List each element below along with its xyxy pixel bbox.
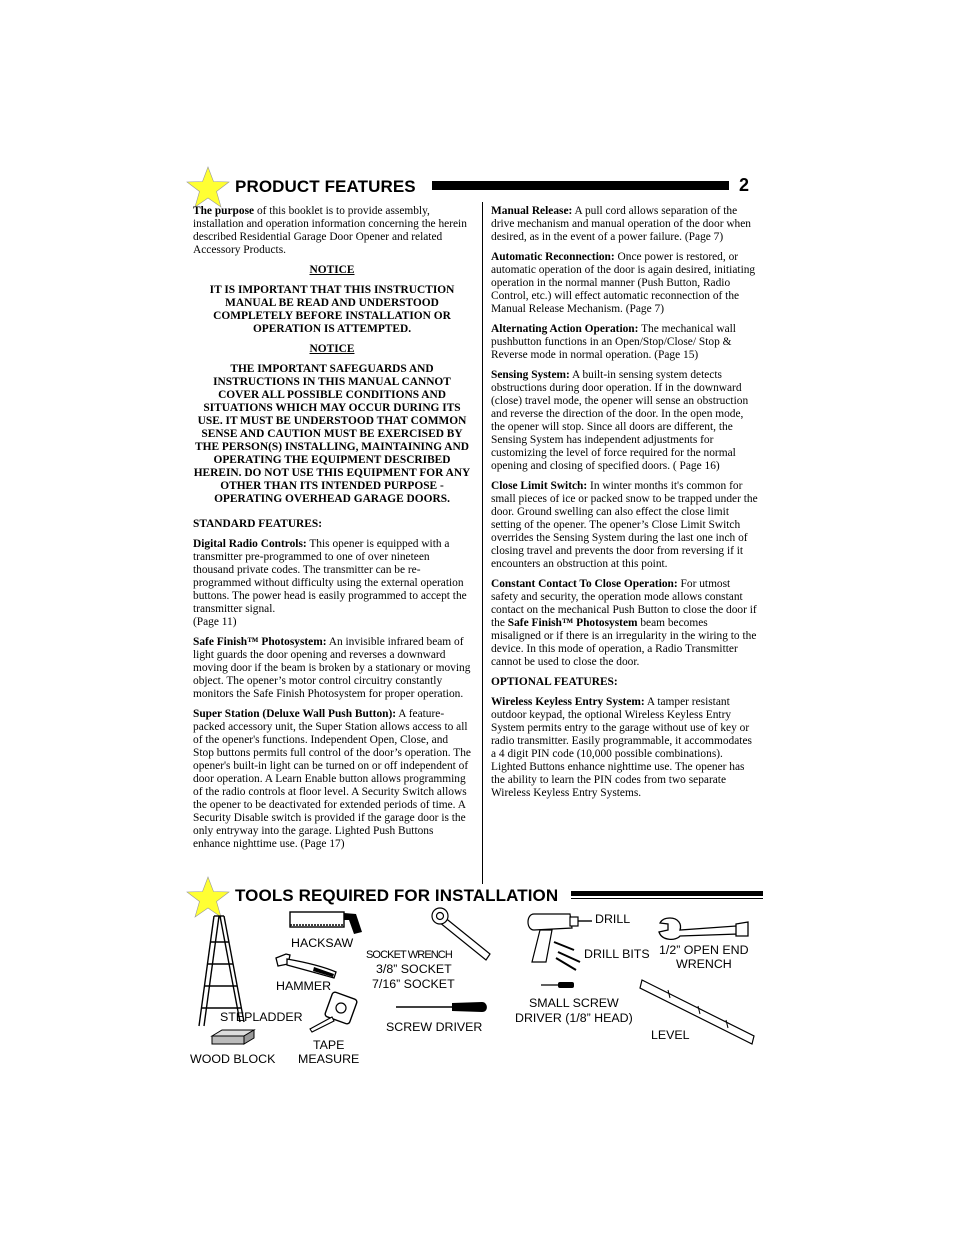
notice-text: THE IMPORTANT SAFEGUARDS AND INSTRUCTIONS IN THIS MANUAL CANNOT COVER ALL POSSIBLE CONDITIONS AND SITUATIONS WHICH MAY OCCUR DURING ITS USE. IT MUST BE UNDERSTOOD THAT COMMON SENSE AND CAUTION MUST BE EXERCISED BY THE PERSON(S) INSTALLING, MAINTAINING AND OPERATING THE EQUIPMENT DESCRIBED HEREIN. DO NOT USE THIS EQUIPMENT FOR ANY OTHER THAN ITS INTENDED PURPOSE - OPERATING OVERHEAD GARAGE DOORS. [193, 363, 471, 505]
feature-auto-reconnect: Automatic Reconnection: Once power is restored, or automatic operation of the door is again desired, initiating operation in the normal manner (Push Button, Radio Control, etc.) will effect automatic reconnection of the Manual Release Mechanism. (Page 7) [491, 251, 756, 315]
stepladder-label: STEPLADDER [220, 1010, 303, 1024]
drill-bits-label: DRILL BITS [584, 947, 650, 961]
socket-label: 3/8” SOCKET [376, 962, 452, 976]
hacksaw-icon [286, 910, 366, 936]
notice-text: IT IS IMPORTANT THAT THIS INSTRUCTION MANUAL BE READ AND UNDERSTOOD COMPLETELY BEFORE INSTALLATION OR OPERATION IS ATTEMPTED. [209, 284, 455, 335]
wood-block-icon [210, 1028, 256, 1046]
header-rule [432, 181, 729, 190]
feature-digital-radio: Digital Radio Controls: This opener is equipped with a transmitter pre-programmed to one of over nineteen thousand private codes. The transmitter can be re-programmed without difficulty using the external operation buttons. The power head is easily programmed to accept the transmitter signal. (Page 11) [193, 538, 467, 628]
product-features-title: PRODUCT FEATURES [235, 177, 416, 196]
right-column [491, 205, 759, 807]
intro-paragraph: The purpose of this booklet is to provide assembly, installation and operation information concerning the herein described Residential Garage Door Opener and related Accessory Products. [193, 205, 467, 256]
open-end-wrench-label: 1/2” OPEN END [659, 943, 749, 957]
screw-driver-icon [394, 1000, 490, 1014]
feature-super-station: Super Station (Deluxe Wall Push Button): A feature-packed accessory unit, the Super Station allows access to all of the opener's functions. Independent Open, Close, and Stop buttons permits full control of the door’s operation. The opener's built-in light can be turned on or off independent of door operation. A Learn Enable button allows programming of the radio controls at floor level. A Security Switch allows the opener to be deactivated for extended periods of time. A Security Disable switch is provided if the garage door is the only entryway into the garage. Lighted Push Buttons enhance nighttime use. (Page 17) [193, 708, 471, 850]
open-end-wrench-label: WRENCH [676, 957, 732, 971]
standard-features-heading: STANDARD FEATURES: [193, 518, 322, 530]
star-icon [186, 876, 230, 918]
socket-wrench-label: SOCKET WRENCH [366, 949, 452, 961]
notice-heading: NOTICE [309, 343, 355, 355]
feature-safe-finish: Safe Finish™ Photosystem: An invisible infrared beam of light guards the door opening and reverses a downward moving door if the beam is broken by a stationary or moving object. The opener’s motor control circuitry constantly monitors the Safe Finish Photosystem for proper operation. [193, 636, 471, 700]
feature-sensing: Sensing System: A built-in sensing system detects obstructions during door operation. If in the downward (close) travel mode, the opener will sense an obstruction and reverse the direction of the door. In the open mode, the opener will stop. Since all doors are different, the Sensing System has independent adjustments for customizing the level of force required for the normal opening and closing of specified doors. ( Page 16) [491, 369, 749, 472]
column-divider [482, 202, 483, 884]
drill-label: DRILL [595, 912, 631, 926]
hacksaw-label: HACKSAW [291, 936, 354, 950]
hammer-label: HAMMER [276, 979, 332, 993]
optional-features-heading: OPTIONAL FEATURES: [491, 676, 618, 688]
level-label: LEVEL [651, 1028, 690, 1042]
socket-label: 7/16” SOCKET [372, 977, 455, 991]
star-icon [186, 166, 230, 208]
screw-driver-label: SCREW DRIVER [386, 1020, 483, 1034]
drill-bits-icon [550, 940, 584, 972]
feature-manual-release: Manual Release: A pull cord allows separation of the drive mechanism and manual operation of the door when desired, as in the event of a power failure. (Page 7) [491, 205, 752, 243]
page-number: 2 [739, 175, 750, 195]
tools-header-rule [571, 891, 763, 896]
small-screw-driver-label: SMALL SCREW [529, 996, 619, 1010]
tools-title: TOOLS REQUIRED FOR INSTALLATION [235, 886, 559, 905]
small-screw-driver-icon [540, 981, 576, 989]
feature-wireless-keyless: Wireless Keyless Entry System: A tamper resistant outdoor keypad, the optional Wireless Keyless Entry System permits entry to the garage without use of key or radio transmitter. Easily programmable, it accommodates a 4 digit PIN code (10,000 possible combinations). Lighted Buttons enhance nighttime use. The opener has the ability to learn the PIN codes from two separate Wireless Keyless Entry Systems. [491, 696, 752, 799]
open-end-wrench-icon [656, 914, 750, 942]
notice-heading: NOTICE [309, 264, 355, 276]
feature-constant-contact: Constant Contact To Close Operation: For utmost safety and security, the operation mode allows constant contact on the mechanical Push Button to close the door if the Safe Finish™ Photosystem beam becomes misaligned or if there is an irregularity in the wiring to the device. In this mode of operation, a Radio Transmitter cannot be used to close the door. [491, 578, 757, 668]
left-column [193, 205, 471, 858]
feature-close-limit: Close Limit Switch: In winter months it's common for small pieces of ice or packed snow to be trapped under the door. Ground swelling can also effect the close limit setting of the opener. The opener’s Close Limit Switch overrides the Sensing System during the last one inch of closing travel and prevents the door from reversing if it encounters an obstruction at this point. [491, 480, 758, 570]
tape-measure-label: TAPE [313, 1038, 345, 1052]
tape-measure-icon [306, 993, 356, 1033]
tools-header-rule-thin [571, 898, 763, 899]
feature-alternating: Alternating Action Operation: The mechanical wall pushbutton functions in an Open/Stop/Close/ Stop & Reverse mode in normal operation. (Page 15) [491, 323, 736, 361]
tape-measure-label: MEASURE [298, 1052, 360, 1066]
hammer-icon [274, 952, 340, 982]
small-screw-driver-label: DRIVER (1/8” HEAD) [515, 1011, 633, 1025]
wood-block-label: WOOD BLOCK [190, 1052, 276, 1066]
